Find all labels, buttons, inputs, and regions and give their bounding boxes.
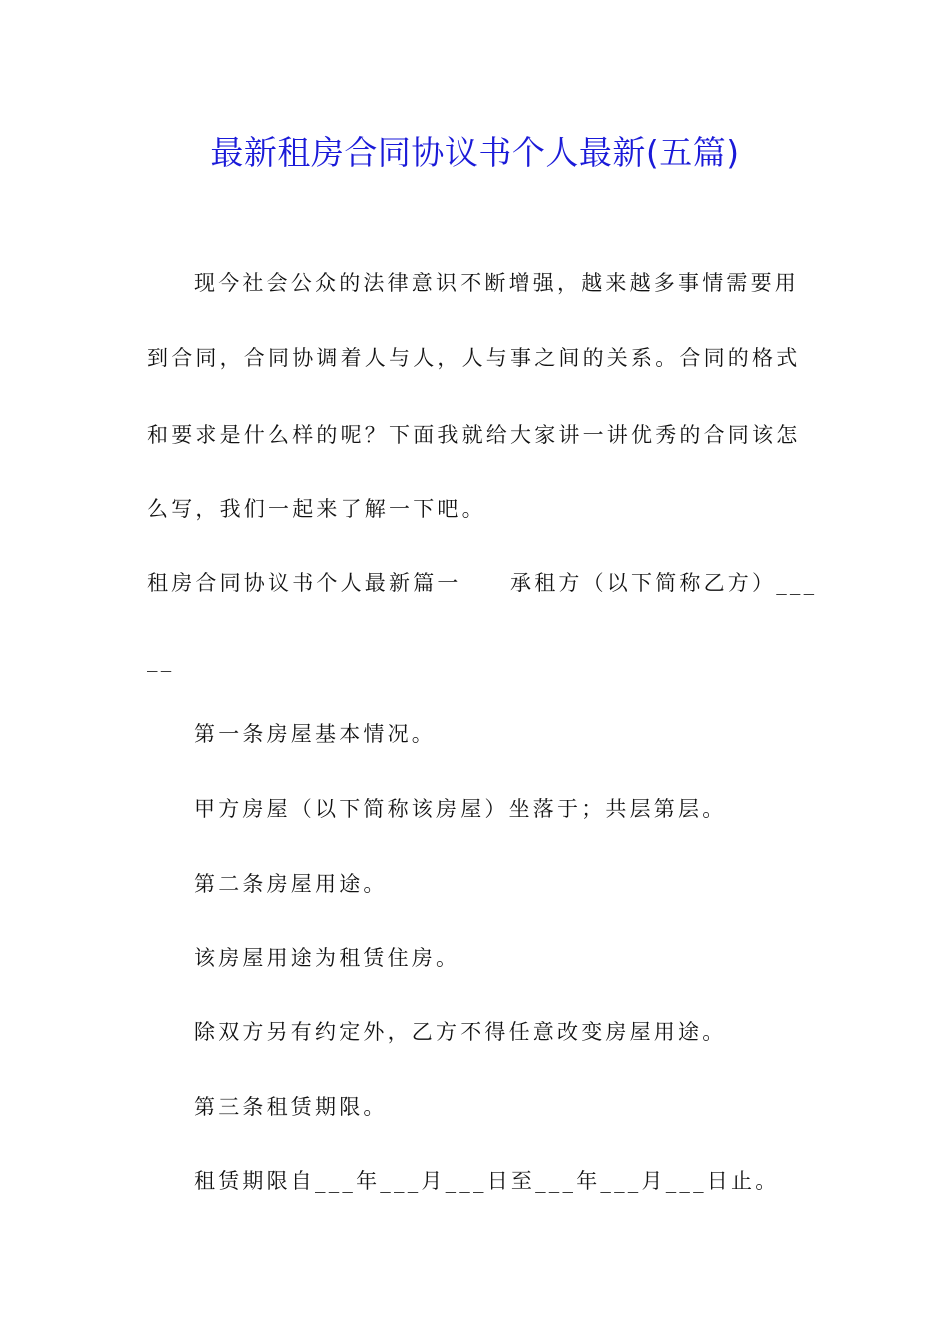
clause-line: 第二条房屋用途。 — [194, 872, 388, 896]
section-heading: 租房合同协议书个人最新篇一 承租方（以下简称乙方）___ — [147, 571, 818, 595]
clause-line: 除双方另有约定外，乙方不得任意改变房屋用途。 — [194, 1020, 727, 1044]
clause-line: 该房屋用途为租赁住房。 — [194, 946, 461, 970]
intro-line-1: 现今社会公众的法律意识不断增强，越来越多事情需要用 — [194, 271, 799, 295]
clause-line: 甲方房屋（以下简称该房屋）坐落于；共层第层。 — [194, 797, 727, 821]
clause-line: 第三条租赁期限。 — [194, 1095, 388, 1119]
intro-line-3: 和要求是什么样的呢？下面我就给大家讲一讲优秀的合同该怎 — [147, 423, 801, 447]
clause-line: 租赁期限自___年___月___日至___年___月___日止。 — [194, 1169, 780, 1193]
intro-line-4: 么写，我们一起来了解一下吧。 — [147, 497, 486, 521]
clause-line: 第一条房屋基本情况。 — [194, 722, 436, 746]
section-heading-continuation: __ — [147, 648, 175, 672]
document-title: 最新租房合同协议书个人最新(五篇) — [210, 133, 740, 172]
intro-line-2: 到合同，合同协调着人与人，人与事之间的关系。合同的格式 — [147, 346, 801, 370]
